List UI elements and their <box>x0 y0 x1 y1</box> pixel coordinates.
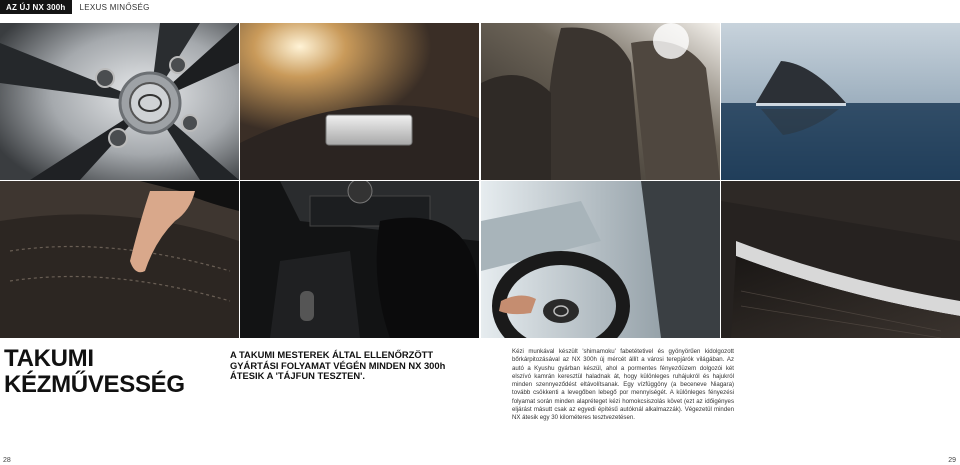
article-title-line2: KÉZMŰVESSÉG <box>4 371 185 398</box>
photo-seats <box>481 23 720 180</box>
model-tag: AZ ÚJ NX 300h <box>0 0 72 14</box>
photo-interior-trim <box>721 181 960 338</box>
article-title <box>4 346 185 398</box>
photo-shark-fin <box>721 23 960 180</box>
article-body: Kézi munkával készült 'shimamoku' fabetétetivel és gyönyörűen kidolgozott bőrkárpitozásával az NX 300h új mércét állít a városi terepjárók világában. Az autó a Kyushu gyárban készül, ahol a pormentes fényezőüzem dolgozói két elszívó kamrán keresztül haladnak át, hogy különleges ruhájukról és hajukról minden szennyeződést eltávolítsanak. Egy vízfüggöny (a beceneve Niagara) tovább csökkenti a levegőben lebegő por mennyiségét. A különleges fényezési folyamat során minden alapréteget kézi homokcsiszolás követ (ezt az időigényes eljárást másutt csak az egyedi építésű autóknál alkalmazzák). Végezetül minden NX átesik egy 30 kilométeres tesztvezetésen. <box>512 348 734 422</box>
photo-badge <box>240 23 479 180</box>
page-number-left: 28 <box>3 457 11 464</box>
photo-hand-seat <box>0 181 239 338</box>
section-label: LEXUS MINŐSÉG <box>79 2 150 12</box>
photo-grid <box>0 23 960 338</box>
photo-center-console <box>240 181 479 338</box>
page-header <box>0 0 150 14</box>
article-subhead: A TAKUMI MESTEREK ÁLTAL ELLENŐRZÖTT GYÁRTÁSI FOLYAMAT VÉGÉN MINDEN NX 300h ÁTESIK A 'TÁJFUN TESZTEN'. <box>230 349 446 381</box>
article-title-line1: TAKUMI <box>4 345 94 372</box>
page-number-right: 29 <box>948 457 956 464</box>
photo-wheel <box>0 23 239 180</box>
photo-steering-wheel <box>481 181 720 338</box>
